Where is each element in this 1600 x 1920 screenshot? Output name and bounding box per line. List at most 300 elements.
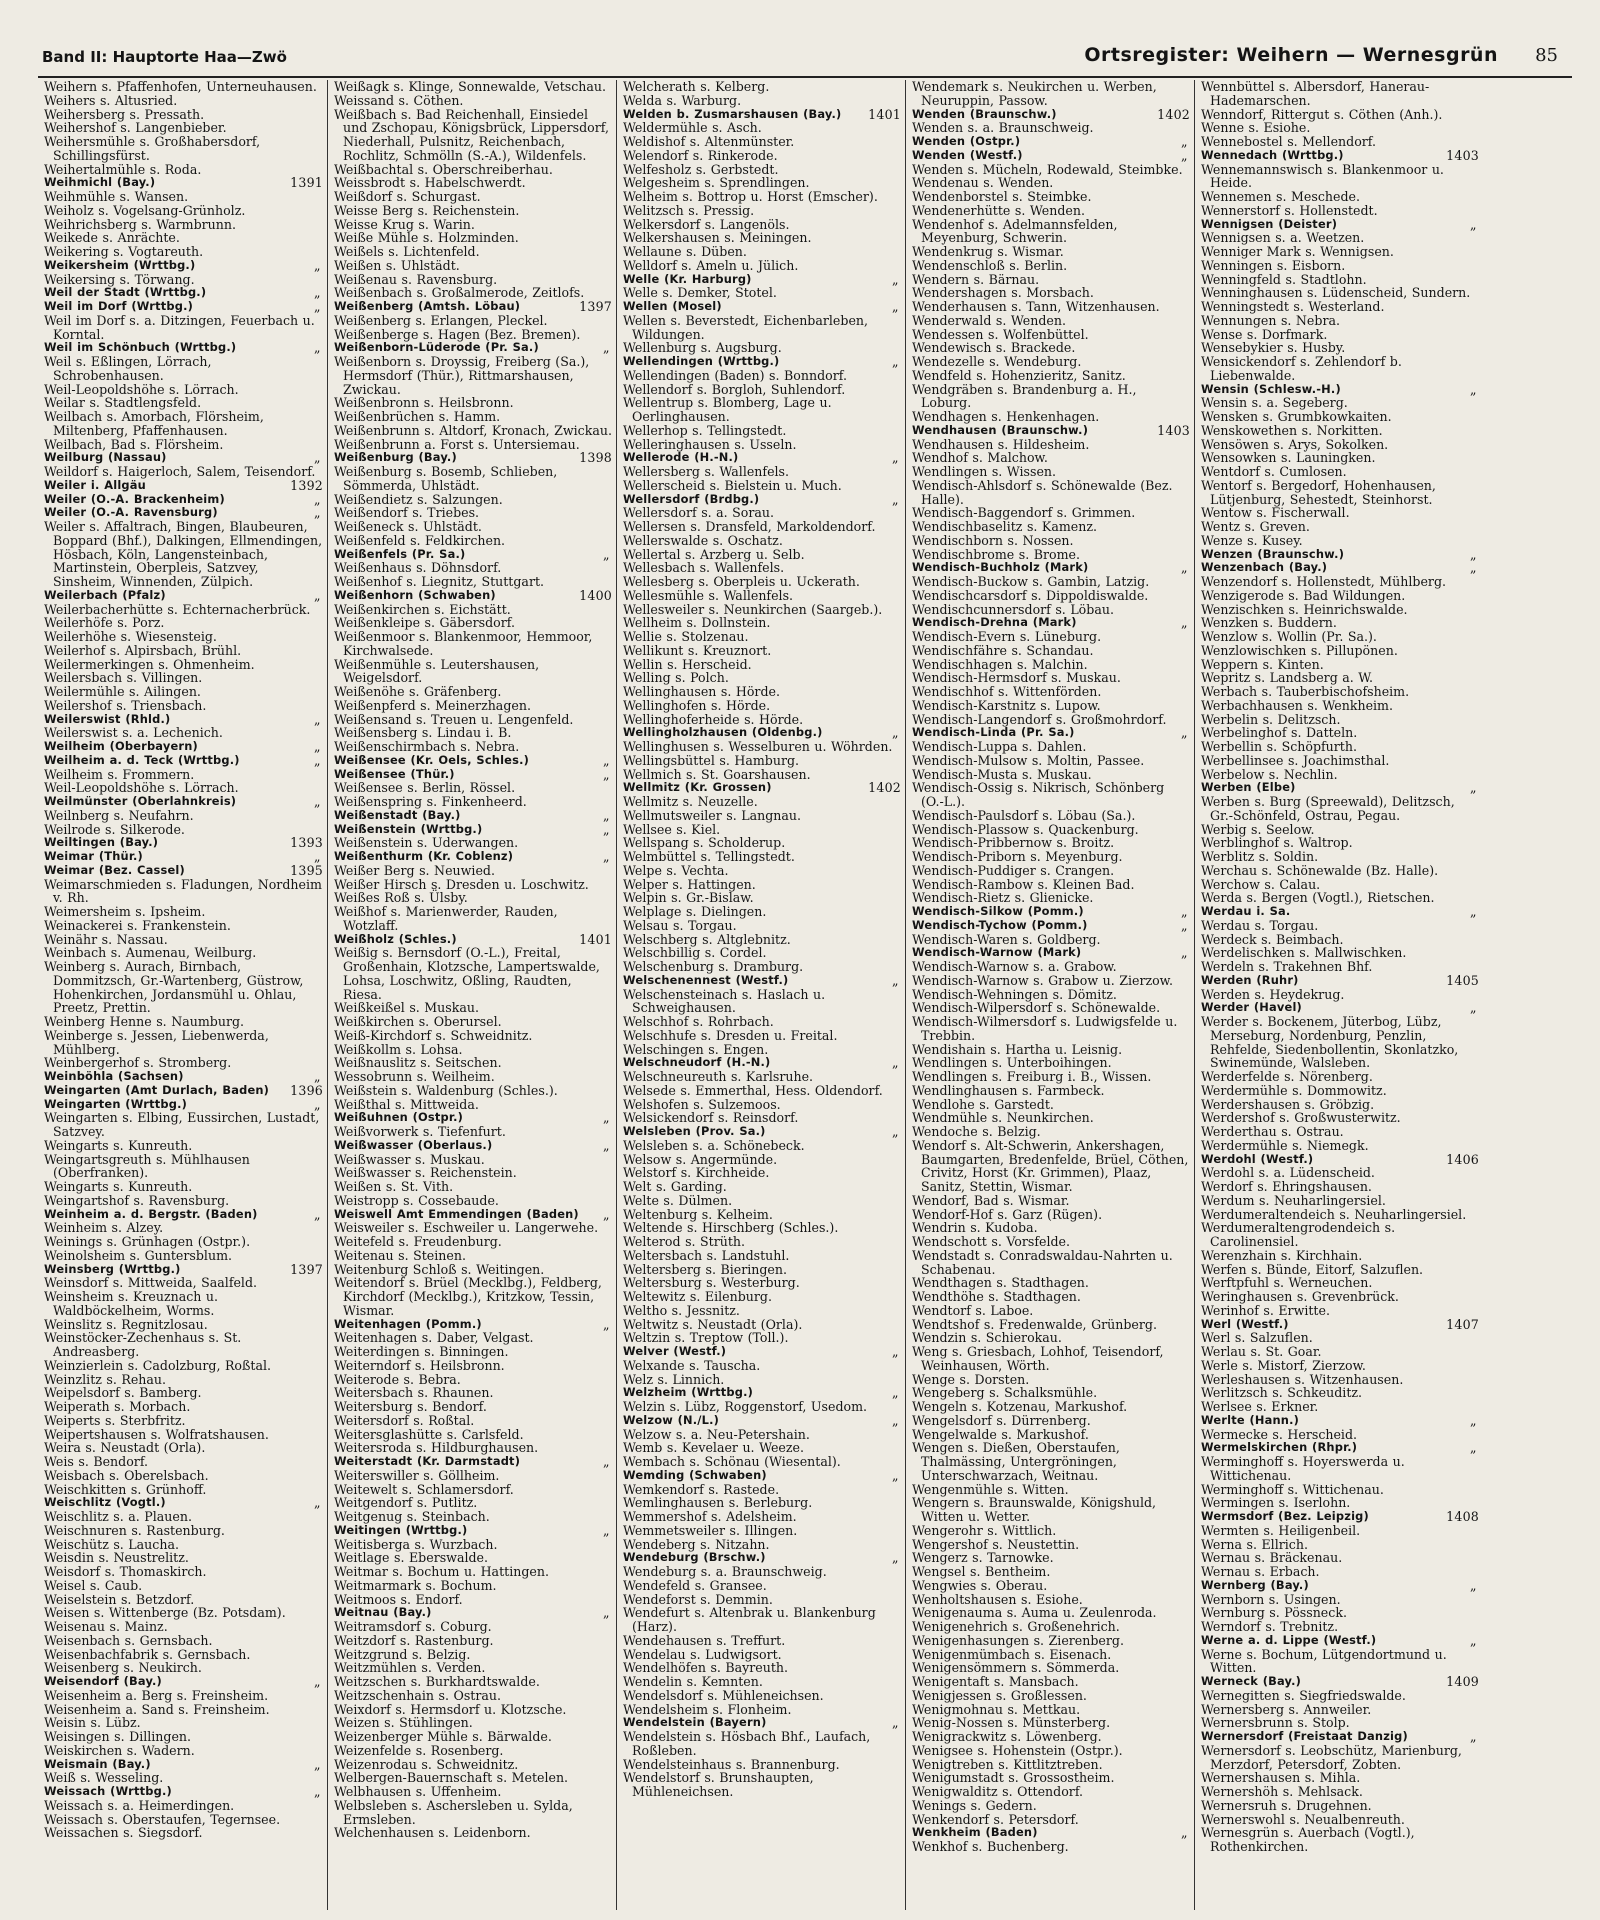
entry-text: Wellen s. Beverstedt, Eichenbarleben, Wildungen. xyxy=(623,312,869,342)
entry-text: Wendelsteinhaus s. Brannenburg. xyxy=(623,1756,840,1772)
entry-text: Weißkeißel s. Muskau. xyxy=(334,1000,480,1016)
entry-text: Welpin s. Gr.-Bislaw. xyxy=(623,890,754,906)
index-entry xyxy=(912,520,1190,534)
entry-text: Weipertshausen s. Wolfratshausen. xyxy=(44,1426,269,1442)
index-entry xyxy=(912,1799,1190,1813)
entry-text: Weißthal s. Mittweida. xyxy=(334,1096,479,1112)
entry-text: Werdershausen s. Gröbzig. xyxy=(1201,1096,1375,1112)
index-entry xyxy=(1201,1276,1479,1290)
index-entry xyxy=(623,1098,901,1112)
entry-text: Weinähr s. Nassau. xyxy=(44,931,168,947)
entry-text: Weng s. Griesbach, Lohhof, Teisendorf, Weinhausen, Wörth. xyxy=(912,1344,1164,1373)
index-entry xyxy=(912,713,1190,727)
entry-text: Weilheim a. d. Teck (Wrttbg.) xyxy=(44,752,240,767)
entry-text: Wendeburg (Brschw.) xyxy=(623,1550,766,1565)
index-entry xyxy=(1201,1648,1479,1676)
entry-text: Wendisch-Tychow (Pomm.) xyxy=(912,917,1088,932)
index-entry xyxy=(1201,314,1479,328)
entry-text: Weißig s. Bernsdorf (O.-L.), Freital, Großenhain, Klotzsche, Lampertswalde, Lohsa, Loschwitz, Oßling, Raudten, Riesa. xyxy=(334,945,600,1002)
entry-text: Werbellin s. Schöpfurth. xyxy=(1201,739,1357,754)
index-entry xyxy=(912,1098,1190,1112)
index-entry-main-town: „ Werben (Elbe) xyxy=(1201,780,1477,796)
index-entry xyxy=(44,1111,323,1139)
index-entry xyxy=(623,438,901,452)
index-entry xyxy=(912,988,1190,1002)
index-entry xyxy=(912,878,1190,892)
index-entry xyxy=(623,1139,901,1153)
index-entry xyxy=(1201,1194,1479,1208)
entry-text: Werdorf s. Ehringshausen. xyxy=(1201,1179,1372,1194)
entry-text: Wenningstedt s. Westerland. xyxy=(1201,299,1385,314)
index-entry xyxy=(1201,121,1479,135)
index-entry xyxy=(623,1304,901,1318)
index-entry xyxy=(334,561,612,575)
index-entry xyxy=(44,1538,323,1552)
entry-text: Weilerbach (Pfalz) xyxy=(44,587,166,602)
entry-text: Weinslitz s. Regnitzlosau. xyxy=(44,1316,208,1332)
entry-text: Welheim s. Bottrop u. Horst (Emscher). xyxy=(623,189,878,204)
entry-text: Welpe s. Vechta. xyxy=(623,862,729,878)
index-entry-main-town: „ Werdau i. Sa. xyxy=(1201,904,1477,919)
entry-text: Wengershof s. Neustettin. xyxy=(912,1536,1080,1552)
index-entry-main-town xyxy=(44,864,323,878)
entry-text: Wendisch-Pribbernow s. Broitz. xyxy=(912,835,1115,851)
entry-text: Weilmünster (Oberlahnkreis) xyxy=(44,794,237,808)
index-entry xyxy=(334,520,612,534)
entry-text: Weinsdorf s. Mittweida, Saalfeld. xyxy=(44,1275,258,1291)
entry-text: Weißer Hirsch s. Dresden u. Loschwitz. xyxy=(334,876,589,892)
entry-text: Werbelin s. Delitzsch. xyxy=(1201,711,1341,727)
entry-text: Wengsel s. Bentheim. xyxy=(912,1564,1051,1579)
entry-text: Wendisch-Warnow s. a. Grabow. xyxy=(912,959,1117,974)
entry-text: Weitzdorf s. Rastenburg. xyxy=(334,1632,494,1648)
entry-text: Wellmitz s. Neuzelle. xyxy=(623,794,758,809)
index-entry xyxy=(912,163,1190,177)
entry-text: Wenderwald s. Wenden. xyxy=(912,312,1066,328)
index-entry-main-town: „ Wernersdorf (Freistaat Danzig) xyxy=(1201,1729,1477,1744)
index-entry xyxy=(1201,1125,1479,1139)
entry-text: Wenigumstadt s. Grossostheim. xyxy=(912,1770,1115,1786)
entry-text: Weisse Berg s. Reichenstein. xyxy=(334,202,520,218)
index-entry xyxy=(334,1703,612,1717)
index-entry xyxy=(1201,163,1479,191)
index-entry xyxy=(44,94,323,108)
index-entry xyxy=(44,108,323,122)
entry-text: Weiholz s. Vogelsang-Grünholz. xyxy=(44,202,246,218)
index-entry xyxy=(623,424,901,438)
entry-text: Wendisch-Plassow s. Quackenburg. xyxy=(912,821,1139,837)
entry-text: Welver (Westf.) xyxy=(623,1344,727,1358)
index-entry xyxy=(623,176,901,190)
index-entry xyxy=(1201,1139,1479,1153)
entry-text: Welschensteinach s. Haslach u. Schweighausen. xyxy=(623,986,826,1016)
index-entry xyxy=(912,644,1190,658)
index-entry xyxy=(334,231,612,245)
entry-text: Weitmarmark s. Bochum. xyxy=(334,1577,497,1593)
index-entry xyxy=(912,864,1190,878)
entry-text: Wenzenbach (Bay.) xyxy=(1201,560,1328,575)
entry-text: Weihershof s. Langenbieber. xyxy=(44,120,227,136)
entry-text: Wenzen (Braunschw.) xyxy=(1201,546,1345,561)
entry-text: Weissand s. Cöthen. xyxy=(334,92,464,108)
index-entry xyxy=(623,1483,901,1497)
entry-text: Weipelsdorf s. Bamberg. xyxy=(44,1385,202,1401)
index-entry xyxy=(1201,919,1479,933)
entry-text: Wellendingen (Wrttbg.) xyxy=(623,354,780,368)
entry-text: Weizen s. Stühlingen. xyxy=(334,1715,473,1731)
index-entry-main-town: „ Weissach (Wrttbg.) xyxy=(44,1784,321,1799)
entry-text: Wendisch-Warnow (Mark) xyxy=(912,945,1082,960)
entry-text: Weilbach, Bad s. Flörsheim. xyxy=(44,436,224,452)
entry-text: Weinberge s. Jessen, Liebenwerda, Mühlberg. xyxy=(44,1027,269,1057)
index-entry-main-town: „ Weil der Stadt (Wrttbg.) xyxy=(44,285,321,301)
entry-text: Wellentrup s. Blomberg, Lage u. Oerlinghausen. xyxy=(623,395,832,424)
entry-text: Weisenbach s. Gernsbach. xyxy=(44,1632,213,1648)
index-entry xyxy=(1201,80,1479,108)
index-entry-main-town: „ Weißenstein (Wrttbg.) xyxy=(334,821,610,837)
index-entry xyxy=(623,754,901,768)
entry-text: Wenholtshausen s. Esiohe. xyxy=(912,1591,1083,1607)
index-entry xyxy=(623,561,901,575)
index-entry xyxy=(623,1400,901,1414)
index-entry xyxy=(44,946,323,960)
index-entry xyxy=(623,259,901,273)
entry-text: Wenden (Braunschw.) xyxy=(912,106,1057,121)
index-entry xyxy=(912,1235,1190,1249)
index-entry xyxy=(1201,520,1479,534)
index-entry xyxy=(912,1125,1190,1139)
index-entry xyxy=(623,149,901,163)
index-entry xyxy=(912,836,1190,850)
index-entry xyxy=(912,630,1190,644)
index-entry xyxy=(1201,1716,1479,1730)
entry-text: Weißenöhe s. Gräfenberg. xyxy=(334,684,502,699)
index-entry xyxy=(623,878,901,892)
index-entry-main-town: „ Weitenhagen (Pomm.) xyxy=(334,1316,610,1332)
index-entry xyxy=(623,933,901,947)
entry-text: Wennemen s. Meschede. xyxy=(1201,189,1360,204)
index-entry xyxy=(623,713,901,727)
index-entry xyxy=(623,534,901,548)
entry-page-ref: 1401 xyxy=(868,106,901,122)
index-entry xyxy=(334,1414,612,1428)
index-entry xyxy=(334,726,612,740)
entry-text: Weißagk s. Klinge, Sonnewalde, Vetschau. xyxy=(334,80,607,94)
entry-text: Weischlitz (Vogtl.) xyxy=(44,1495,166,1510)
index-entry xyxy=(44,823,323,837)
entry-text: Weiterndorf s. Heilsbronn. xyxy=(334,1357,505,1373)
index-entry xyxy=(912,1744,1190,1758)
entry-text: Weihrichsberg s. Warmbrunn. xyxy=(44,216,236,232)
entry-text: Werminghoff s. Wittichenau. xyxy=(1201,1481,1384,1497)
index-entry xyxy=(1201,1538,1479,1552)
entry-text: Weinböhla (Sachsen) xyxy=(44,1069,184,1083)
entry-text: Wentdorf s. Cumlosen. xyxy=(1201,464,1347,479)
entry-text: Wendeberg s. Nitzahn. xyxy=(623,1536,770,1552)
entry-text: Werneck (Bay.) xyxy=(1201,1674,1302,1688)
index-entry xyxy=(44,1716,323,1730)
entry-text: Wendisch-Silkow (Pomm.) xyxy=(912,904,1084,918)
index-entry-main-town: „ Wenzen (Braunschw.) xyxy=(1201,546,1477,562)
index-entry xyxy=(1201,1070,1479,1084)
index-entry xyxy=(623,1606,901,1634)
entry-text: Wendershagen s. Morsbach. xyxy=(912,285,1094,301)
index-entry xyxy=(912,286,1190,300)
entry-text: Weihers s. Altusried. xyxy=(44,92,178,108)
entry-text: Welschhufe s. Dresden u. Freital. xyxy=(623,1027,838,1043)
index-entry xyxy=(623,465,901,479)
entry-text: Weisel s. Caub. xyxy=(44,1577,143,1593)
entry-text: Welda s. Warburg. xyxy=(623,92,742,108)
entry-text: Wellerswalde s. Oschatz. xyxy=(623,532,783,548)
entry-text: Werminghoff s. Hoyerswerda u. Wittichenau. xyxy=(1201,1454,1405,1483)
index-entry-main-town: „ Weißenfels (Pr. Sa.) xyxy=(334,546,610,562)
entry-text: Weißensee (Thür.) xyxy=(334,766,455,781)
index-entry xyxy=(334,396,612,410)
index-entry xyxy=(1201,603,1479,617)
index-entry xyxy=(912,589,1190,603)
index-entry xyxy=(912,1194,1190,1208)
index-entry-main-town: „ Weilerswist (Rhld.) xyxy=(44,711,321,727)
entry-text: Weikering s. Vogtareuth. xyxy=(44,244,204,259)
entry-text: Wenze s. Kusey. xyxy=(1201,532,1303,548)
index-entry xyxy=(1201,328,1479,342)
index-entry xyxy=(1201,1263,1479,1277)
entry-text: Wendisch-Puddiger s. Crangen. xyxy=(912,862,1115,878)
index-entry xyxy=(623,1221,901,1235)
index-entry xyxy=(912,190,1190,204)
index-entry xyxy=(44,878,323,906)
entry-text: Weitmoos s. Endorf. xyxy=(334,1591,463,1607)
entry-text: Werl s. Salzuflen. xyxy=(1201,1330,1313,1346)
entry-text: Werdohl s. a. Lüdenscheid. xyxy=(1201,1165,1375,1181)
entry-text: Wengern s. Braunswalde, Königshuld, Witten u. Wetter. xyxy=(912,1495,1157,1524)
entry-text: Weissbrodt s. Habelschwerdt. xyxy=(334,175,526,191)
index-entry-main-town: „ Wendeburg (Brschw.) xyxy=(623,1550,899,1566)
entry-text: Wendisch-Baggendorf s. Grimmen. xyxy=(912,505,1136,521)
entry-text: Weil im Dorf s. a. Ditzingen, Feuerbach u. Korntal. xyxy=(44,312,315,342)
entry-text: Wendtorf s. Laboe. xyxy=(912,1302,1034,1318)
index-entry xyxy=(1201,726,1479,740)
index-entry-main-town: „ Weilmünster (Oberlahnkreis) xyxy=(44,794,321,809)
entry-text: Wendthagen s. Stadthagen. xyxy=(912,1275,1089,1291)
index-entry xyxy=(1201,1455,1479,1483)
entry-text: Wenkendorf s. Petersdorf. xyxy=(912,1811,1079,1827)
index-entry xyxy=(912,1785,1190,1799)
index-entry xyxy=(1201,1249,1479,1263)
index-entry xyxy=(44,465,323,479)
entry-text: Welt s. Garding. xyxy=(623,1179,727,1194)
entry-text: Werftpfuhl s. Werneuchen. xyxy=(1201,1275,1373,1291)
entry-text: Wendorf s. Alt-Schwerin, Ankershagen, Baumgarten, Bredenfelde, Brüel, Cöthen, Crivitz, Horst (Kr. Grimmen), Plaaz, Sanitz, Stettin, Wismar. xyxy=(912,1137,1189,1194)
index-entry xyxy=(334,1263,612,1277)
entry-text: Weißenthurm (Kr. Coblenz) xyxy=(334,849,514,863)
index-entry xyxy=(334,534,612,548)
entry-text: Wenkhof s. Buchenberg. xyxy=(912,1839,1069,1854)
entry-text: Werne a. d. Lippe (Westf.) xyxy=(1201,1632,1377,1647)
entry-text: Weißer Berg s. Neuwied. xyxy=(334,862,495,878)
index-entry xyxy=(623,163,901,177)
index-entry-main-town: „ Weißensee (Thür.) xyxy=(334,766,610,782)
entry-text: Wennungen s. Nebra. xyxy=(1201,312,1340,328)
entry-page-ref: 1403 xyxy=(1157,422,1190,438)
entry-text: Wendlohe s. Garstedt. xyxy=(912,1096,1054,1112)
index-entry xyxy=(912,850,1190,864)
index-entry xyxy=(1201,245,1479,259)
index-entry xyxy=(623,1661,901,1675)
entry-text: Weitefeld s. Freudenburg. xyxy=(334,1234,502,1249)
entry-text: Weinbach s. Aumenau, Weilburg. xyxy=(44,945,257,961)
index-entry xyxy=(334,1098,612,1112)
index-entry xyxy=(912,1304,1190,1318)
entry-text: Wenzlowischken s. Pillupönen. xyxy=(1201,642,1398,658)
entry-text: Weilar s. Stadtlengsfeld. xyxy=(44,395,202,411)
entry-text: Wendishain s. Hartha u. Leisnig. xyxy=(912,1041,1123,1057)
entry-text: Wepritz s. Landsberg a. W. xyxy=(1201,670,1374,686)
index-entry xyxy=(912,809,1190,823)
index-entry xyxy=(912,1758,1190,1772)
index-entry xyxy=(334,864,612,878)
entry-text: Weringhausen s. Grevenbrück. xyxy=(1201,1289,1399,1304)
entry-text: Wendhausen s. Hildesheim. xyxy=(912,436,1090,452)
index-entry xyxy=(623,286,901,300)
index-entry xyxy=(334,1675,612,1689)
index-entry xyxy=(912,534,1190,548)
index-entry xyxy=(1201,836,1479,850)
index-entry xyxy=(912,328,1190,342)
entry-text: Weltersberg s. Bieringen. xyxy=(623,1261,787,1277)
entry-text: Welshofen s. Sulzemoos. xyxy=(623,1096,781,1112)
entry-text: Weißenstein s. Uderwangen. xyxy=(334,835,519,851)
entry-text: Wellerode (H.-N.) xyxy=(623,450,739,465)
index-entry-main-town: „ Weißenstadt (Bay.) xyxy=(334,807,610,823)
entry-text: Wenigenauma s. Auma u. Zeulenroda. xyxy=(912,1605,1157,1621)
entry-text: Wendelstein s. Hösbach Bhf., Laufach, Roßleben. xyxy=(623,1729,871,1758)
entry-text: Werbach s. Tauberbischofsheim. xyxy=(1201,684,1410,699)
index-entry-main-town: „ Wemding (Schwaben) xyxy=(623,1467,899,1483)
entry-page-ref: 1406 xyxy=(1446,1151,1479,1167)
entry-text: Wellinghoferheide s. Hörde. xyxy=(623,711,804,727)
entry-text: Weißendietz s. Salzungen. xyxy=(334,491,503,507)
index-entry-main-town: „ Weil im Dorf (Wrttbg.) xyxy=(44,299,321,314)
entry-text: Weitenau s. Steinen. xyxy=(334,1247,466,1263)
index-entry xyxy=(44,1359,323,1373)
entry-text: Weisdin s. Neustrelitz. xyxy=(44,1550,189,1566)
index-entry xyxy=(44,1620,323,1634)
entry-text: Wendmühle s. Neunkirchen. xyxy=(912,1110,1094,1126)
entry-text: Weismain (Bay.) xyxy=(44,1756,151,1771)
entry-text: Weisenau s. Mainz. xyxy=(44,1619,168,1634)
entry-text: Werda s. Bergen (Vogtl.), Rietschen. xyxy=(1201,890,1435,906)
entry-text: Werfen s. Bünde, Eitorf, Salzuflen. xyxy=(1201,1261,1424,1277)
index-entry-main-town xyxy=(1201,1318,1479,1332)
entry-page-ref: 1397 xyxy=(290,1261,323,1277)
index-entry xyxy=(1201,864,1479,878)
entry-text: Wellen (Mosel) xyxy=(623,299,722,313)
index-entry xyxy=(623,1015,901,1029)
index-entry xyxy=(44,1318,323,1332)
entry-text: Wenkheim (Baden) xyxy=(912,1825,1038,1840)
index-entry xyxy=(623,1648,901,1662)
entry-text: Wendern s. Bärnau. xyxy=(912,271,1040,287)
index-entry xyxy=(334,1043,612,1057)
index-entry xyxy=(334,355,612,396)
index-entry xyxy=(1201,1180,1479,1194)
entry-text: Weisin s. Lübz. xyxy=(44,1715,141,1731)
entry-text: Weißwasser s. Reichenstein. xyxy=(334,1165,517,1181)
index-entry xyxy=(334,190,612,204)
entry-text: Weißwasser s. Muskau. xyxy=(334,1151,485,1167)
index-entry xyxy=(1201,1331,1479,1345)
entry-text: Wellie s. Stolzenau. xyxy=(623,629,749,644)
entry-text: Wendisch-Evern s. Lüneburg. xyxy=(912,629,1102,644)
index-entry xyxy=(334,1579,612,1593)
index-entry xyxy=(912,176,1190,190)
index-entry-main-town: „ Welsleben (Prov. Sa.) xyxy=(623,1124,899,1139)
entry-text: Wensowken s. Launingken. xyxy=(1201,450,1376,466)
entry-text: Wennerstorf s. Hollenstedt. xyxy=(1201,202,1378,218)
entry-text: Wendzin s. Schierokau. xyxy=(912,1330,1062,1346)
index-entry xyxy=(912,1661,1190,1675)
entry-text: Welkersdorf s. Langenöls. xyxy=(623,216,790,232)
index-entry xyxy=(912,575,1190,589)
entry-text: Werdershof s. Großwusterwitz. xyxy=(1201,1110,1401,1126)
index-entry xyxy=(623,589,901,603)
entry-text: Weißenbach s. Großalmerode, Zeitlofs. xyxy=(334,285,585,301)
entry-page-ref: 1395 xyxy=(290,862,323,878)
index-entry xyxy=(334,328,612,342)
entry-text: Wendenhof s. Adelmannsfelden, Meyenburg, Schwerin. xyxy=(912,216,1118,246)
entry-text: Wendenkrug s. Wismar. xyxy=(912,244,1064,259)
entry-text: Wentow s. Fischerwall. xyxy=(1201,505,1350,521)
index-entry xyxy=(623,575,901,589)
entry-text: Weingartsgreuth s. Mühlhausen (Oberfranken). xyxy=(44,1151,250,1181)
index-entry xyxy=(334,1194,612,1208)
entry-text: Weißenhaus s. Döhnsdorf. xyxy=(334,560,502,576)
entry-text: Werdermühle s. Dommowitz. xyxy=(1201,1082,1387,1098)
index-entry xyxy=(912,204,1190,218)
entry-text: Weil-Leopoldshöhe s. Lörrach. xyxy=(44,780,239,796)
index-entry xyxy=(1201,273,1479,287)
index-entry xyxy=(623,1194,901,1208)
entry-text: Weiler s. Affaltrach, Bingen, Blaubeuren, Boppard (Bhf.), Dalkingen, Ellmendingen, Hösbach, Köln, Langensteinbach, Martinstein, Oberpleis, Satzvey, Sinsheim, Winnenden, Zülpich. xyxy=(44,519,323,589)
volume-title: Band II: Hauptorte Haa—Zwö xyxy=(42,48,287,66)
index-entry xyxy=(334,424,612,438)
entry-text: Wendhausen (Braunschw.) xyxy=(912,422,1089,437)
index-entry xyxy=(1201,1290,1479,1304)
entry-text: Weiperts s. Sterbfritz. xyxy=(44,1412,186,1428)
entry-text: Weltewitz s. Eilenburg. xyxy=(623,1289,772,1304)
index-entry xyxy=(623,506,901,520)
entry-text: Weltenburg s. Kelheim. xyxy=(623,1206,773,1222)
index-column xyxy=(616,80,905,1910)
entry-text: Wendischhof s. Wittenförden. xyxy=(912,684,1102,699)
entry-text: Wellspang s. Scholderup. xyxy=(623,835,786,851)
entry-text: Wellinghusen s. Wesselburen u. Wöhrden. xyxy=(623,739,893,754)
index-entry xyxy=(334,1084,612,1098)
entry-text: Weiselstein s. Betzdorf. xyxy=(44,1591,195,1607)
entry-text: Werdermühle s. Niemegk. xyxy=(1201,1137,1369,1153)
entry-text: Weiterstadt (Kr. Darmstadt) xyxy=(334,1454,521,1468)
index-entry xyxy=(334,314,612,328)
index-entry xyxy=(334,946,612,1001)
entry-text: Wendisch-Karstnitz s. Lupow. xyxy=(912,697,1101,713)
entry-text: Weißkollm s. Lohsa. xyxy=(334,1041,463,1057)
entry-text: Weinheim a. d. Bergstr. (Baden) xyxy=(44,1206,258,1221)
entry-text: Weißuhnen (Ostpr.) xyxy=(334,1110,464,1125)
entry-text: Welzow s. a. Neu-Petershain. xyxy=(623,1426,810,1442)
entry-text: Weilburg (Nassau) xyxy=(44,450,167,465)
